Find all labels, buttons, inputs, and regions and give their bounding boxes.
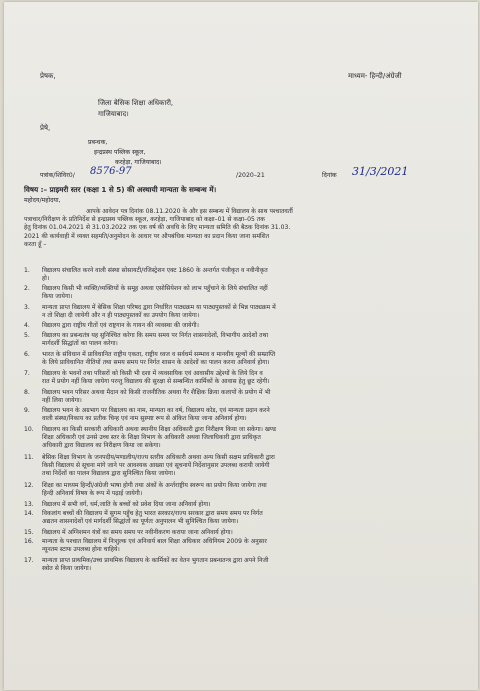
condition-text [42, 426, 470, 451]
condition-number: 7. [24, 370, 30, 377]
condition-line: विद्यालय द्वारा राष्ट्रीय गीतों एवं राष्ट्रगान के गायन की व्यवस्था की जायेगी। [42, 322, 199, 329]
condition-line: नहीं लिया जायेगा। [42, 397, 82, 405]
manager-line: प्रबन्धक, [88, 139, 108, 146]
condition-item [24, 501, 470, 509]
condition-line: विद्यालय में सभी वर्ग, धर्म,जाति के बच्चों को प्रवेश दिया जाना अनिवार्य होगा। [42, 501, 211, 508]
condition-text [42, 482, 470, 498]
recipient-label: प्रेषे, [40, 124, 51, 132]
body-line: हेतु दिनांक 01.04.2021 से 31.03.2022 तक एक वर्ष की अवधि के लिए मान्यता समिति की बैठक दिनांक 31.03. [24, 224, 291, 232]
condition-line: मान्यता प्राप्त प्राथमिक/उच्च प्राथमिक विद्यालय के कार्मिकों का वेतन भुगतान प्रबन्धतन्त्र द्वारा अपने निजी [42, 557, 269, 564]
address-line: करहेड़ा, गाजियाबाद। [115, 159, 162, 166]
condition-item [24, 370, 470, 386]
condition-text [42, 510, 470, 526]
officer-line2: गाजियाबाद। [98, 110, 129, 118]
date-label: दिनांक [322, 172, 337, 179]
reference-number-handwritten: 8576-97 [90, 166, 132, 177]
condition-text [42, 389, 470, 405]
condition-line: विद्यालय भवन के अग्रभाग पर विद्यालय का नाम, मान्यता का वर्ष, विद्यालय कोड, एवं मान्यता प्रदान करने [42, 407, 270, 414]
condition-line: विद्यालय में अग्निशमन यंत्रों का समय समय पर नवीनीकरण कराया जाना अनिवार्य होगा। [42, 529, 233, 536]
condition-number: 8. [24, 389, 30, 396]
condition-text [42, 304, 470, 320]
condition-number: 4. [24, 322, 30, 329]
condition-number: 12. [24, 482, 34, 489]
condition-text [42, 529, 470, 537]
condition-item [24, 538, 470, 554]
condition-line: रात में प्रयोग नहीं किया जायेगा परन्तु विद्यालय की सुरक्षा से सम्बन्धित कार्मिकों के आवास हेतु छूट रहेगी। [42, 378, 270, 386]
condition-line: विद्यालय का प्रबन्धतंत्र यह सुनिश्चित करेगा कि समय समय पर निर्गत शासनादेशों, विभागीय आदेशों तथा [42, 332, 269, 339]
condition-number: 14. [24, 510, 34, 517]
condition-text [42, 454, 470, 479]
condition-line: किसी विद्यालय से सूचना मांगे जाने पर आवश्यक आख्या एवं सूचनायें निर्देशानुसार उपलब्ध करायी जायेगी [42, 462, 270, 470]
condition-line: न्यूनतम स्टाफ उपलब्ध होना चाहिये। [42, 546, 120, 554]
condition-item [24, 426, 470, 451]
condition-item [24, 557, 470, 573]
condition-line: हिन्दी अनिवार्य विषय के रूप में पढ़ाई जायेगी। [42, 490, 143, 498]
salutation: महोदय/महोदया, [24, 197, 61, 204]
condition-line: विद्यालय किसी भी व्यक्ति/व्यक्तियों के समूह अथवा एसोसियेशन को लाभ पहुँचाने के लिये संचालित नहीं [42, 285, 268, 292]
condition-line: विद्यालय का किसी सरकारी अधिकारी अथवा स्थानीय शिक्षा अधिकारी द्वारा निरीक्षण किया जा सकेगा। खण्ड [42, 426, 277, 433]
condition-number: 5. [24, 332, 30, 339]
condition-text [42, 370, 470, 386]
condition-item [24, 332, 470, 348]
body-paragraph [24, 208, 470, 249]
condition-number: 15. [24, 529, 34, 536]
condition-text [42, 351, 470, 367]
condition-line: मान्यता प्राप्त विद्यालय में बेसिक शिक्षा परिषद द्वारा निर्धारित पाठ्यक्रम या पाठ्यपुस्तकों से भिन्न पाठ्यक्रम में [42, 304, 276, 311]
condition-item [24, 510, 470, 526]
condition-number: 10. [24, 426, 34, 433]
condition-line: विद्यालय संचालित करने वाली संस्था सोसायटी/रजिस्ट्रेशन एक्ट 1860 के अन्तर्गत पंजीकृत व नवीनीकृत [42, 267, 268, 274]
condition-text [42, 285, 470, 301]
condition-line: अधिकारी द्वारा विद्यालय का निरीक्षण किया जा सकेगा। [42, 442, 161, 450]
condition-item [24, 322, 470, 330]
condition-line: वाली संस्था/निकाय का प्रतीक चिन्ह एवं नाम सुस्पष्ट रूप से अंकित किया जाना अनिवार्य होगा। [42, 415, 247, 423]
medium-label: माध्यम- हिन्दी/अंग्रेजी [348, 72, 402, 80]
condition-line: भारत के संविधान में प्राविधानित राष्ट्रीय एकता, राष्ट्रीय ध्वज व सर्वधर्म सम्भाव व मानवीय मूल्यों की सम्प्राप्ति [42, 351, 276, 358]
condition-text [42, 332, 470, 348]
condition-text [42, 267, 470, 283]
condition-item [24, 285, 470, 301]
condition-line: विद्यालय के भवनों तथा परिसरों को किसी भी दशा में व्यवसायिक एवं आवासीय उद्देश्यों के लिये दिन व [42, 370, 263, 377]
condition-line: शिक्षा का माध्यम हिन्दी/अंग्रेजी भाषा होगी तथा अंकों के अर्न्तराष्ट्रीय स्वरूप का प्रयोग किया जायेगा तथा [42, 482, 267, 489]
letter-page [4, 2, 478, 690]
reference-label: पत्रांक/शिविर0/ [40, 172, 75, 179]
subject-line: विषय :– प्राइमरी स्तर (कक्षा 1 से 5) की अस्थायी मान्यता के सम्बन्ध में। [24, 185, 217, 194]
condition-text [42, 501, 470, 509]
condition-number: 17. [24, 557, 34, 564]
condition-line: न तो शिक्षा दी जायेगी और न ही पाठ्यपुस्तकों का उपयोग किया जायेगा। [42, 312, 200, 320]
condition-number: 11. [24, 454, 34, 461]
condition-number: 2. [24, 285, 30, 292]
condition-line: तथा निर्देशों का पालन विद्यालय द्वारा सुनिश्चित किया जायेगा। [42, 470, 176, 478]
condition-line: बेसिक शिक्षा विभाग के जनपदीय/मण्डलीय/राज्य स्तरीय अधिकारी अथवा अन्य किसी सक्षम प्राधिकारी द्वारा [42, 454, 275, 461]
condition-item [24, 454, 470, 479]
body-line: करता हूँ – [24, 240, 47, 248]
condition-line: स्त्रोत से किया जायेगा। [42, 565, 92, 573]
condition-line: के लिये प्राविधानित नीतियों तथा समय समय पर निर्गत शासन के आदेशों का पालन करना अनिवार्य होगा। [42, 359, 270, 367]
body-line: पत्राचार/निरीक्षण के प्रतिनिर्देश से इन्द्रप्रस्थ पब्लिक स्कूल, करहेड़ा, गाजियाबाद को कक्षा–01 से कक्षा–05 तक [24, 216, 265, 224]
condition-number: 1. [24, 267, 30, 274]
condition-line: अद्यतन शासनादेशों एवं मार्गदर्शी सिद्धांतों का पूर्णतः अनुपालन भी सुनिश्चित किया जायेगा। [42, 518, 239, 526]
condition-number: 6. [24, 351, 30, 358]
condition-number: 9. [24, 407, 30, 414]
condition-item [24, 407, 470, 423]
condition-number: 16. [24, 538, 34, 545]
condition-item [24, 267, 470, 283]
body-line: 2021 की कार्यवाही में व्यक्त सहमति/अनुमोदन के आधार पर औपबंधिक मान्यता का प्रदान किया जाना समंशित [24, 232, 270, 240]
condition-number: 13. [24, 501, 34, 508]
condition-line: हो। [42, 275, 50, 283]
officer-line1: जिला बेसिक शिक्षा अधिकारी, [98, 99, 174, 107]
condition-text [42, 407, 470, 423]
condition-item [24, 351, 470, 367]
condition-line: शिक्षा अधिकारी एवं उनसे उच्च स्तर के शिक्षा विभाग के अधिकारी अथवा जिलाधिकारी द्वारा प्राधिकृत [42, 434, 261, 442]
condition-item [24, 482, 470, 498]
date-handwritten: 31/3/2021 [352, 165, 409, 178]
condition-item [24, 304, 470, 320]
condition-line: मार्गदर्शी सिद्धांतों का पालन करेगा। [42, 340, 118, 348]
reference-year: /2020–21 [236, 172, 265, 179]
condition-line: विद्यालय भवन परिसर अथवा मैदान को किसी राजनीतिक अथवा गैर शैक्षिक क्रिया कलापों के प्रयोग में भी [42, 389, 271, 396]
condition-line: विकलांग बच्चों की विद्यालय में सुगम पहुँच हेतु भारत सरकार/राज्य सरकार द्वारा समय समय पर निर्गत [42, 510, 263, 517]
condition-item [24, 529, 470, 537]
condition-number: 3. [24, 304, 30, 311]
condition-text [42, 557, 470, 573]
sender-label: प्रेषक, [40, 72, 56, 80]
condition-item [24, 389, 470, 405]
condition-line: किया जायेगा। [42, 293, 73, 301]
condition-line: मान्यता के पश्चात विद्यालय में निःशुल्क एवं अनिवार्य बाल शिक्षा अधिकार अधिनियम 2009 के अनुसार [42, 538, 267, 545]
condition-text [42, 538, 470, 554]
body-line: आपके आवेदन पत्र दिनांक 08.11.2020 के और इस सम्बन्ध में विद्यालय के साथ पश्चातवर्ती [86, 208, 293, 215]
condition-text [42, 322, 470, 330]
school-line: इन्द्रप्रस्थ पब्लिक स्कूल, [94, 149, 146, 156]
